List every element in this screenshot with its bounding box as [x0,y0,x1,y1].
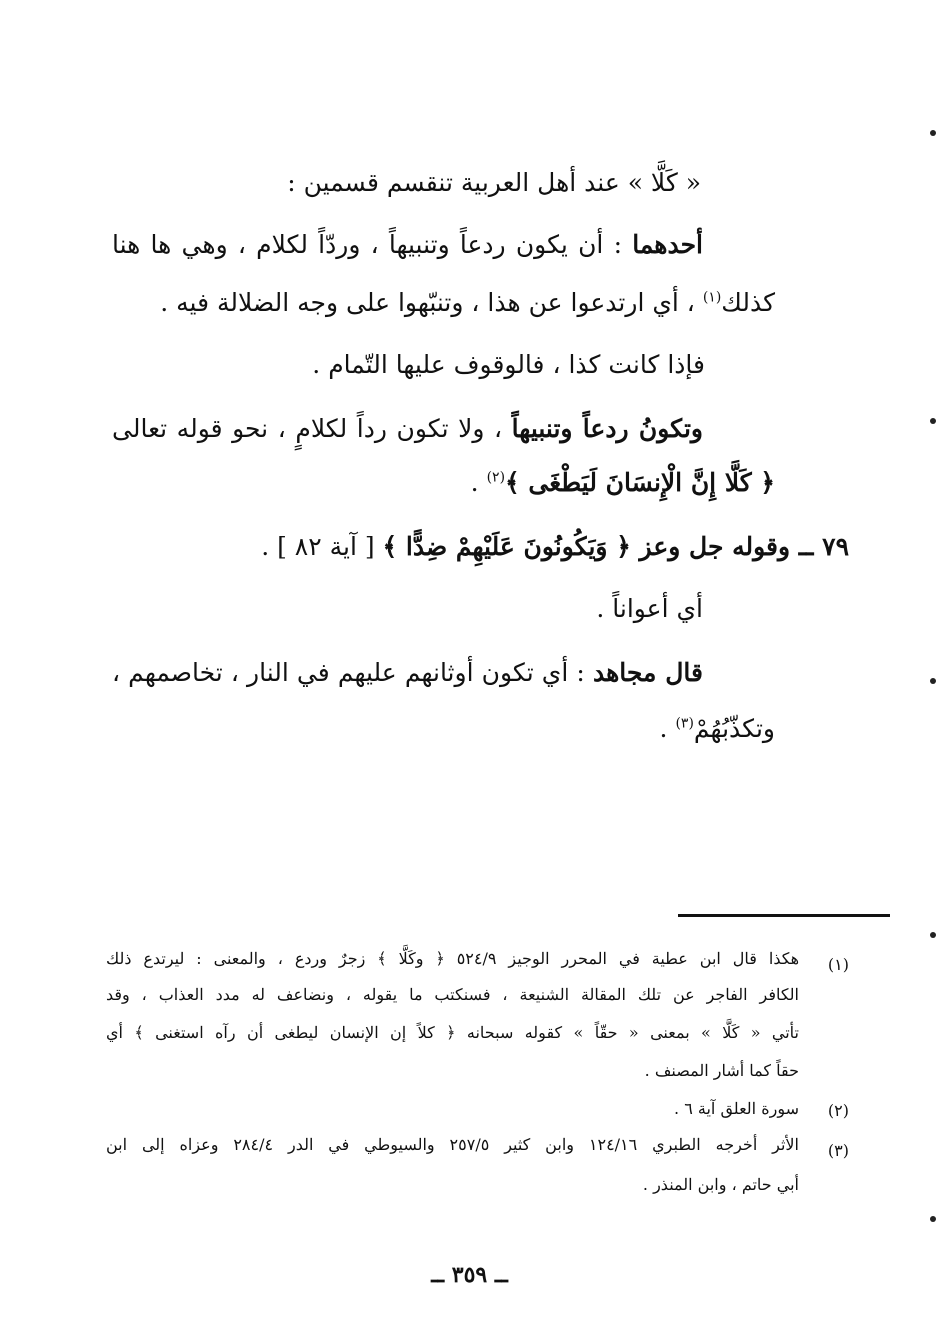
footnote-3-line1: الأثر أخرجه الطبري ١٢٤/١٦ وابن كثير ٢٥٧/٥ والسيوطي في الدر ٢٨٤/٤ وعزاه إلى ابن [106,1135,799,1154]
paragraph-second-meaning-line1 [112,412,703,446]
scan-edge-mark [930,678,936,684]
intro-text: « كَلَّا » عند أهل العربية تنقسم قسمين : [287,168,701,197]
scan-edge-mark [930,1216,936,1222]
scan-edge-mark [930,932,936,938]
paragraph-first-meaning-line1 [112,228,703,262]
footnote-1-line1: هكذا قال ابن عطية في المحرر الوجيز ٥٢٤/٩ ﴿ وكَلَّا ﴾ زجرٌ وردع ، والمعنى : ليرتدع ذلك [106,949,800,968]
paragraph-stop-rule [312,348,705,382]
footnote-3-number: (٣) [827,1141,849,1160]
paragraph-first-meaning-line2 [160,286,775,320]
footnote-3-line2: أبي حاتم ، وابن المنذر . [642,1175,799,1194]
footnote-2-number: (٢) [827,1101,849,1120]
first-meaning-cont-a: كذلك [721,288,775,317]
footnote-1-line3: تأتي « كَلَّا » بمعنى « حقّاً » كقوله سبحانه ﴿ كلاً إن الإنسان ليطغى أن رآه استغنى ﴾ أي [106,1023,799,1042]
footnote-ref-3: (٣) [675,715,694,732]
verse-end-mark: . [470,468,487,497]
first-meaning-heading: أحدهما [632,230,703,259]
first-meaning-cont-b: ، أي ارتدعوا عن هذا ، وتنبّهوا على وجه الضلالة فيه . [160,288,703,317]
mujahid-text: : أي تكون أوثانهم عليهم في النار ، تخاصمهم ، [112,658,593,687]
mujahid-heading: قال مجاهد [592,658,704,687]
footnote-ref-1: (١) [702,289,722,306]
paragraph-mujahid-line2 [660,712,775,746]
mujahid-cont-b: . [659,714,676,743]
stop-rule-text: فإذا كانت كذا ، فالوقوف عليها التّمام . [312,350,705,379]
second-meaning-heading: وتكونُ ردعاً وتنبيهاً [511,414,703,443]
first-meaning-text: : أن يكون ردعاً وتنبيهاً ، وردّاً لكلام ، وهي ها هنا [112,230,633,259]
entry-79 [261,530,849,564]
scan-edge-mark [930,418,936,424]
helpers-text: أي أعواناً . [596,594,703,623]
paragraph-intro [287,166,701,200]
mujahid-cont-a: وتكذّبُهُمْ [693,714,775,743]
footnote-separator [678,914,890,917]
second-meaning-text: ، ولا تكون رداً لكلامٍ ، نحو قوله تعالى [112,414,512,443]
paragraph-meaning-helpers [596,592,703,626]
entry-79-heading: ٧٩ ــ وقوله جل وعز ﴿ وَيَكُونُونَ عَلَيْهِمْ ضِدًّا ﴾ [382,532,849,561]
footnote-1-line4: حقاً كما أشار المصنف . [644,1061,799,1080]
footnote-1-number: (١) [827,955,849,974]
paragraph-mujahid-line1 [112,656,703,690]
quran-verse-alaq: ﴿ كَلَّا إِنَّ الْإِنسَانَ لَيَطْغَى ﴾ [505,468,775,497]
footnote-1-line2: الكافر الفاجر عن تلك المقالة الشنيعة ، فسنكتب ما يقوله ، ونضاعف له مدد العذاب ، وقد [106,985,799,1004]
scan-edge-mark [930,130,936,136]
footnote-2-line1: سورة العلق آية ٦ . [674,1099,799,1118]
footnote-ref-2: (٢) [486,469,506,486]
entry-79-ayah-ref: [ آية ٨٢ ] . [261,532,383,561]
paragraph-second-meaning-line2 [471,466,775,500]
page-number: ــ ٣٥٩ ــ [431,1262,508,1288]
